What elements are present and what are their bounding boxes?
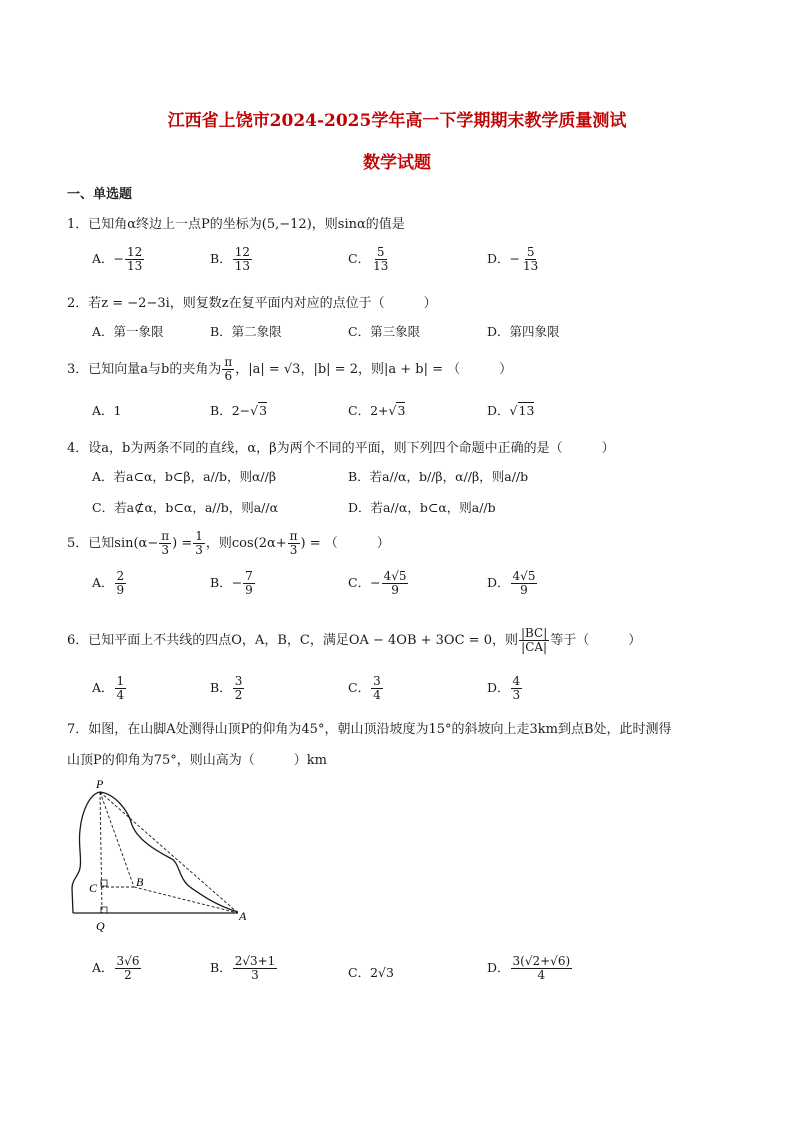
document-subtitle: 数学试题 xyxy=(363,153,431,173)
section-heading: 一、单选题 xyxy=(67,187,133,202)
q2-option-c: C．第三象限 xyxy=(348,324,421,339)
q5-option-d: D． $\frac{4√5}{9}$ xyxy=(487,569,536,598)
question-4-stem: 4．设a，b为两条不同的直线，α，β为两个不同的平面，则下列四个命题中正确的是（ ） xyxy=(67,441,615,456)
question-5-stem: 5．已知sin(α− $\frac{\pi}{3}$ ) = $\frac{1}{3}$ ，则cos(2α+ $\frac{\pi}{3}$ ) = （ ） xyxy=(67,529,390,558)
q1-option-b: B． $\frac{12}{13}$ xyxy=(210,245,250,274)
q3-option-c: C．2+√3 xyxy=(348,403,406,418)
label-q: Q xyxy=(96,919,105,933)
q6-option-c: C． $\frac{3}{4}$ xyxy=(348,674,381,703)
label-a: A xyxy=(239,909,247,923)
label-c: C xyxy=(89,881,98,895)
question-6-stem: 6．已知平面上不共线的四点O，A，B，C，满足OA − 4OB + 3OC = 0，则 $\frac{|BC|}{|CA|}$ 等于（ ） xyxy=(67,626,642,655)
q7-option-c: C．2√3 xyxy=(348,965,394,980)
q3-option-d: D．√13 xyxy=(487,403,535,418)
q1-option-c: C． $\frac{5}{13}$ xyxy=(348,245,389,274)
q2-option-a: A．第一象限 xyxy=(92,324,164,339)
q5-option-c: C．− $\frac{4√5}{9}$ xyxy=(348,569,407,598)
mountain-figure xyxy=(60,770,260,935)
q4-option-a: A．若a⊂α，b⊂β，a//b，则α//β xyxy=(92,469,277,484)
q3-option-b: B．2−√3 xyxy=(210,403,268,418)
question-1-stem: 1．已知角α终边上一点P的坐标为(5,−12)，则sinα的值是 xyxy=(67,217,405,232)
q2-option-b: B．第二象限 xyxy=(210,324,282,339)
q6-option-a: A． $\frac{1}{4}$ xyxy=(92,674,125,703)
q4-option-b: B．若a//α，b//β，α//β，则a//b xyxy=(348,469,529,484)
q1-option-d: D．− $\frac{5}{13}$ xyxy=(487,245,539,274)
question-2-stem: 2．若z = −2−3i，则复数z在复平面内对应的点位于（ ） xyxy=(67,296,437,311)
q6-option-d: D． $\frac{4}{3}$ xyxy=(487,674,521,703)
question-7-line2: 山顶P的仰角为75°，则山高为（ ）km xyxy=(67,753,327,768)
q5-option-a: A． $\frac{2}{9}$ xyxy=(92,569,125,598)
document-title: 江西省上饶市2024-2025学年高一下学期期末教学质量测试 xyxy=(167,111,627,131)
q7-option-b: B． $\frac{2√3+1}{3}$ xyxy=(210,954,276,983)
q2-option-d: D．第四象限 xyxy=(487,324,560,339)
q7-option-d: D． $\frac{3(√2+√6)}{4}$ xyxy=(487,954,571,983)
q4-option-c: C．若a⊄α，b⊂α，a//b，则a//α xyxy=(92,500,279,515)
question-3-stem: 3．已知向量a与b的夹角为 $\frac{\pi}{6}$ ，|a| = √3，|b| = 2，则|a + b| = （ ） xyxy=(67,355,513,384)
q1-option-a: A．− $\frac{12}{13}$ xyxy=(92,245,143,274)
label-b: B xyxy=(136,875,144,889)
q5-option-b: B．− $\frac{7}{9}$ xyxy=(210,569,253,598)
q4-option-d: D．若a//α，b⊂α，则a//b xyxy=(348,500,496,515)
question-7-line1: 7．如图，在山脚A处测得山顶P的仰角为45°，朝山顶沿坡度为15°的斜坡向上走3km到点B处，此时测得 xyxy=(67,722,672,737)
label-p: P xyxy=(96,777,104,791)
q7-option-a: A． $\frac{3√6}{2}$ xyxy=(92,954,140,983)
q3-option-a: A．1 xyxy=(92,403,122,418)
q6-option-b: B． $\frac{3}{2}$ xyxy=(210,674,243,703)
